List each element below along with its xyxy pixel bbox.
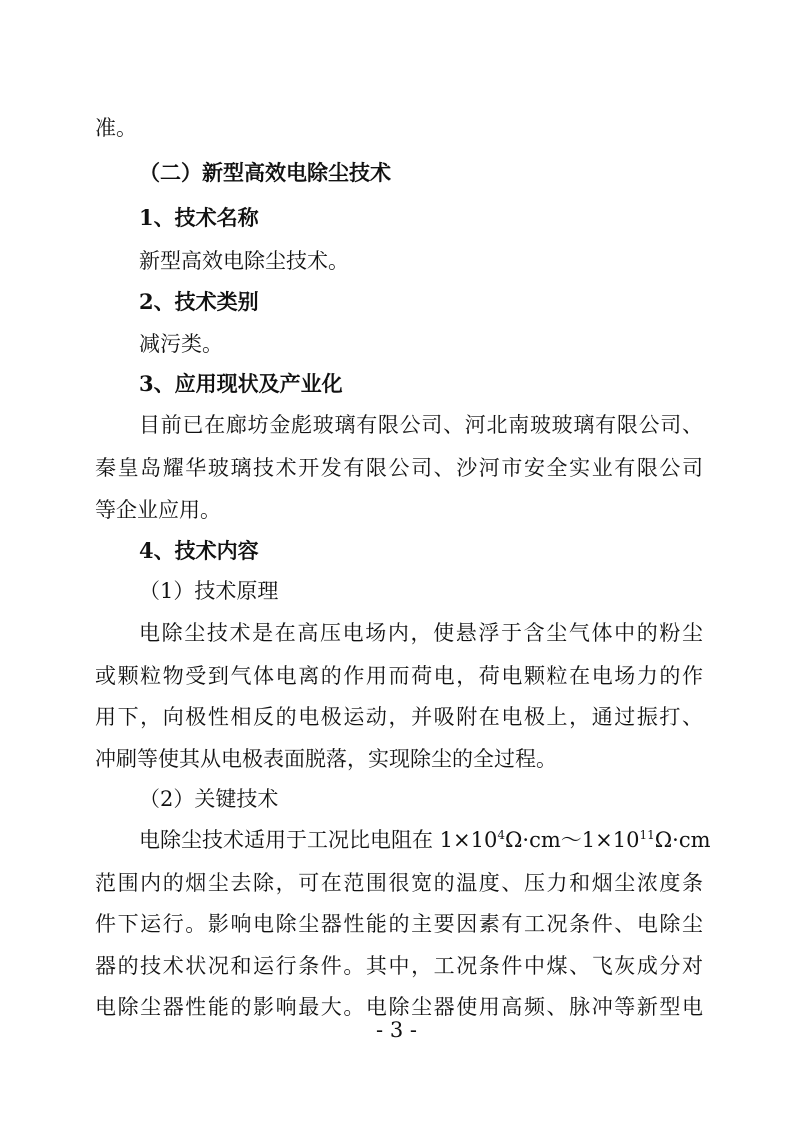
paragraph-tech-category: 减污类。 <box>139 332 223 356</box>
heading-tech-category: 2、技术类别 <box>139 289 259 314</box>
paragraph-key-tech-line-5: 电除尘器性能的影响最大。电除尘器使用高频、脉冲等新型电 <box>95 995 703 1019</box>
paragraph-principle-line-3: 用下，向极性相反的电极运动，并吸附在电极上，通过振打、 <box>95 705 703 729</box>
paragraph-application-line-3: 等企业应用。 <box>95 498 221 522</box>
resistivity-text-b: Ω·cm～1×10 <box>505 828 640 852</box>
subheading-principle: （1）技术原理 <box>139 579 279 603</box>
paragraph-application-line-1: 目前已在廊坊金彪玻璃有限公司、河北南玻玻璃有限公司、 <box>139 413 703 437</box>
heading-tech-name: 1、技术名称 <box>139 205 259 230</box>
heading-tech-content: 4、技术内容 <box>139 538 259 563</box>
heading-application-status: 3、应用现状及产业化 <box>139 371 343 396</box>
page-number: - 3 - <box>376 1018 417 1042</box>
paragraph-principle-line-4: 冲刷等使其从电极表面脱落，实现除尘的全过程。 <box>95 747 557 771</box>
resistivity-text-c: Ω·cm <box>654 828 711 852</box>
paragraph-application-line-2: 秦皇岛耀华玻璃技术开发有限公司、沙河市安全实业有限公司 <box>95 456 703 480</box>
exponent-2: 11 <box>639 828 655 842</box>
continued-line: 准。 <box>95 116 137 140</box>
paragraph-tech-name: 新型高效电除尘技术。 <box>139 249 349 273</box>
paragraph-key-tech-line-1 <box>139 826 711 854</box>
paragraph-key-tech-line-3: 件下运行。影响电除尘器性能的主要因素有工况条件、电除尘 <box>95 912 703 936</box>
paragraph-principle-line-2: 或颗粒物受到气体电离的作用而荷电，荷电颗粒在电场力的作 <box>95 664 703 688</box>
resistivity-text-a: 电除尘技术适用于工况比电阻在 1×10 <box>139 828 498 852</box>
paragraph-principle-line-1: 电除尘技术是在高压电场内，使悬浮于含尘气体中的粉尘 <box>139 621 703 645</box>
exponent-1: 4 <box>497 828 505 842</box>
subheading-key-tech: （2）关键技术 <box>139 787 279 811</box>
paragraph-key-tech-line-4: 器的技术状况和运行条件。其中，工况条件中煤、飞灰成分对 <box>95 954 703 978</box>
section-title: （二）新型高效电除尘技术 <box>139 160 391 185</box>
paragraph-key-tech-line-2: 范围内的烟尘去除，可在范围很宽的温度、压力和烟尘浓度条 <box>95 871 703 895</box>
